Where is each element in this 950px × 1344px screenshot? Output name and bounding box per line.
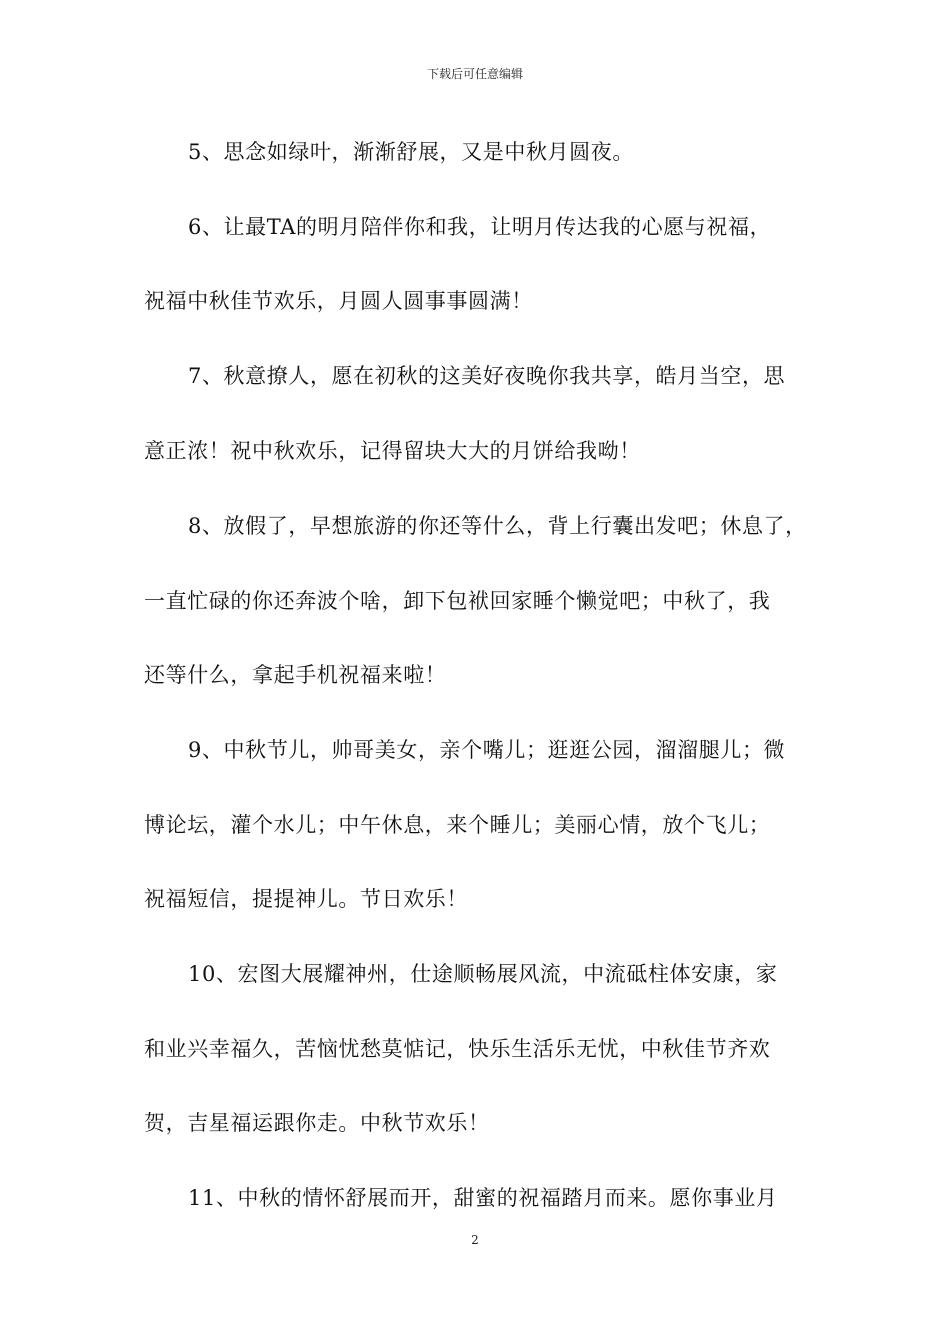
text-line: 祝福短信，提提神儿。节日欢乐！ — [144, 887, 468, 911]
text-line: 6、让最TA的明月陪伴你和我，让明月传达我的心愿与祝福， — [188, 215, 772, 239]
text-line: 9、中秋节儿，帅哥美女，亲个嘴儿；逛逛公园，溜溜腿儿；微 — [188, 738, 786, 762]
text-line: 祝福中秋佳节欢乐，月圆人圆事事圆满！ — [144, 289, 533, 313]
text-line: 10、宏图大展耀神州，仕途顺畅展风流，中流砥柱体安康，家 — [188, 962, 778, 986]
text-line: 5、思念如绿叶，渐渐舒展，又是中秋月圆夜。 — [188, 140, 634, 164]
text-line: 11、中秋的情怀舒展而开，甜蜜的祝福踏月而来。愿你事业月 — [188, 1186, 778, 1210]
text-line: 8、放假了，早想旅游的你还等什么，背上行囊出发吧；休息了， — [188, 514, 807, 538]
text-line: 一直忙碌的你还奔波个啥，卸下包袱回家睡个懒觉吧；中秋了，我 — [144, 589, 771, 613]
text-line: 7、秋意撩人，愿在初秋的这美好夜晚你我共享，皓月当空，思 — [188, 364, 786, 388]
text-line: 贺，吉星福运跟你走。中秋节欢乐！ — [144, 1111, 490, 1135]
text-line: 还等什么，拿起手机祝福来啦！ — [144, 663, 447, 687]
text-line: 意正浓！祝中秋欢乐，记得留块大大的月饼给我呦！ — [144, 439, 641, 463]
page-number: 2 — [471, 1233, 479, 1247]
text-line: 和业兴幸福久，苦恼忧愁莫惦记，快乐生活乐无忧，中秋佳节齐欢 — [144, 1037, 771, 1061]
page-header-note: 下载后可任意编辑 — [426, 67, 523, 81]
text-line: 博论坛，灌个水儿；中午休息，来个睡儿；美丽心情，放个飞儿； — [144, 813, 771, 837]
